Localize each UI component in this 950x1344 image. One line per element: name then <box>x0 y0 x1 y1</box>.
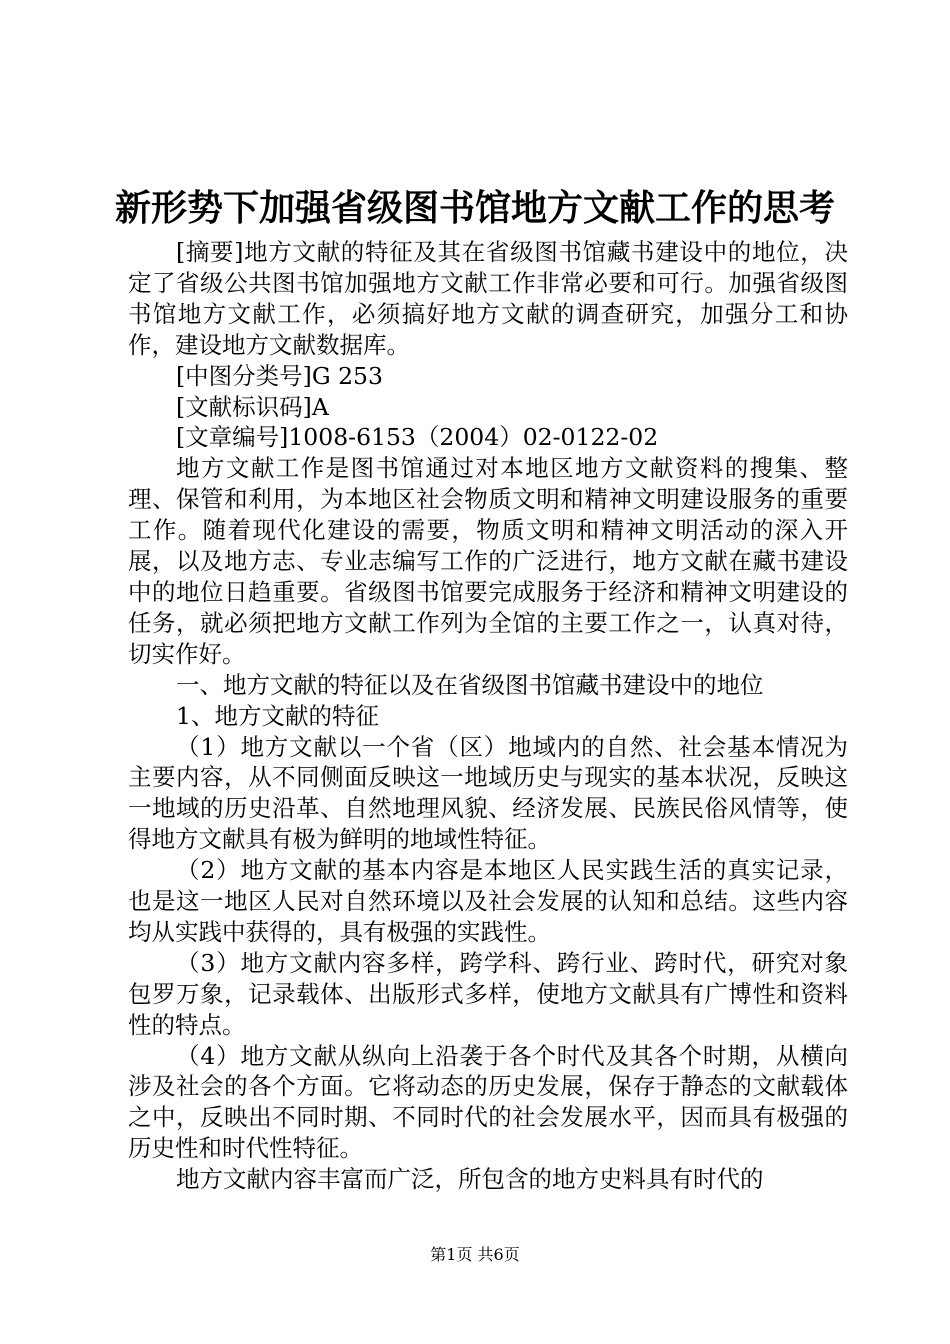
feature-paragraph-4: （4）地方文献从纵向上沿袭于各个时代及其各个时期，从横向涉及社会的各个方面。它将动态的历史发展，保存于静态的文献载体之中，反映出不同时期、不同时代的社会发展水平，因而具有极强的历史性和时代性特征。 <box>128 1041 848 1163</box>
intro-paragraph: 地方文献工作是图书馆通过对本地区地方文献资料的搜集、整理、保管和利用，为本地区社会物质文明和精神文明建设服务的重要工作。随着现代化建设的需要，物质文明和精神文明活动的深入开展，以及地方志、专业志编写工作的广泛进行，地方文献在藏书建设中的地位日趋重要。省级图书馆要完成服务于经济和精神文明建设的任务，就必须把地方文献工作列为全馆的主要工作之一，认真对待，切实作好。 <box>128 454 848 668</box>
feature-paragraph-1: （1）地方文献以一个省（区）地域内的自然、社会基本情况为主要内容，从不同侧面反映这一地域历史与现实的基本状况，反映这一地域的历史沿革、自然地理风貌、经济发展、民族民俗风情等，使得地方文献具有极为鲜明的地域性特征。 <box>128 732 848 854</box>
page-footer: 第1页 共6页 <box>430 1245 520 1264</box>
subsection-heading-1: 1、地方文献的特征 <box>176 701 379 730</box>
document-identifier-code: [文献标识码]A <box>176 392 329 421</box>
feature-paragraph-3: （3）地方文献内容多样，跨学科、跨行业、跨时代，研究对象包罗万象，记录载体、出版形式多样，使地方文献具有广博性和资料性的特点。 <box>128 948 848 1039</box>
article-number: [文章编号]1008-6153（2004）02-0122-02 <box>176 423 659 452</box>
section-heading-1: 一、地方文献的特征以及在省级图书馆藏书建设中的地位 <box>176 670 764 699</box>
classification-number: [中图分类号]G 253 <box>176 361 383 390</box>
document-title: 新形势下加强省级图书馆地方文献工作的思考 <box>114 188 835 229</box>
abstract-paragraph: [摘要]地方文献的特征及其在省级图书馆藏书建设中的地位，决定了省级公共图书馆加强地方文献工作非常必要和可行。加强省级图书馆地方文献工作，必须搞好地方文献的调查研究，加强分工和协作，建设地方文献数据库。 <box>128 238 848 359</box>
feature-paragraph-2: （2）地方文献的基本内容是本地区人民实践生活的真实记录，也是这一地区人民对自然环境以及社会发展的认知和总结。这些内容均从实践中获得的，具有极强的实践性。 <box>128 856 848 946</box>
continuation-paragraph: 地方文献内容丰富而广泛，所包含的地方史料具有时代的 <box>176 1165 764 1194</box>
document-body <box>128 237 848 1195</box>
